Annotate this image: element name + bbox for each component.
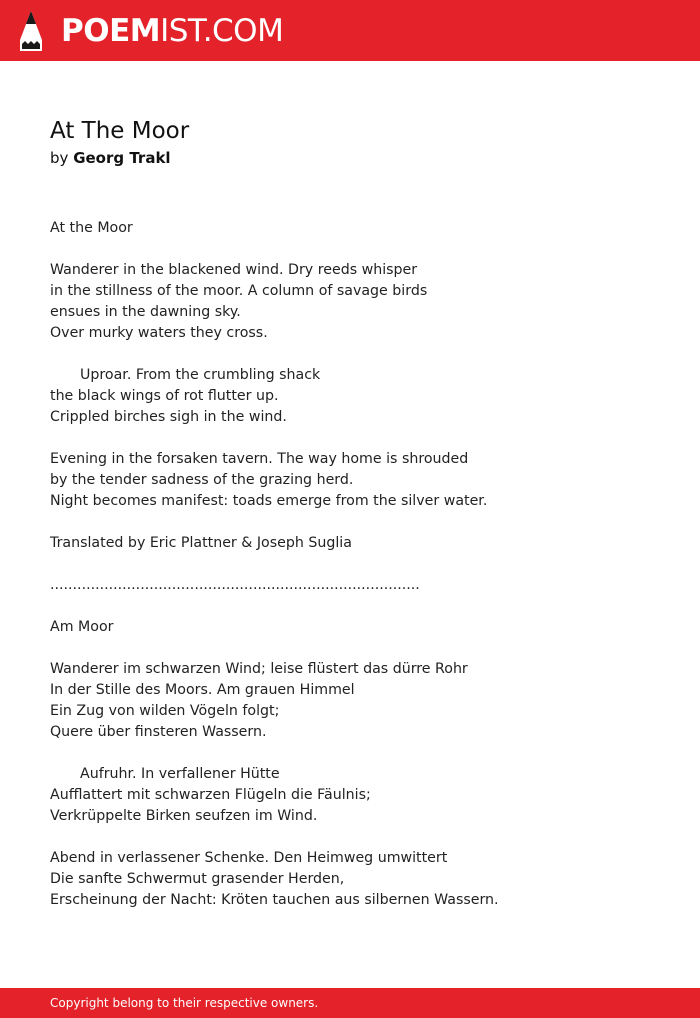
poem-line: Quere über finsteren Wassern. [50,724,267,740]
blank-line [50,239,670,260]
poem-line: the black wings of rot flutter up. [50,388,279,404]
site-logo[interactable] [61,11,283,51]
poem-body [50,218,670,911]
blank-line [50,743,670,764]
poem-line: In der Stille des Moors. Am grauen Himmel [50,682,355,698]
poem-line: Verkrüppelte Birken seufzen im Wind. [50,808,318,824]
poem-line: Crippled birches sigh in the wind. [50,409,287,425]
blank-line [50,512,670,533]
logo-bold-text: POEM [61,13,161,49]
author-name: Georg Trakl [73,149,171,167]
byline [50,146,650,170]
pencil-icon [17,10,45,52]
blank-line [50,638,670,659]
poem-line: Erscheinung der Nacht: Kröten tauchen aus silbernen Wassern. [50,892,499,908]
poem-line: Aufflattert mit schwarzen Flügeln die Fäulnis; [50,787,371,803]
poem-line: Translated by Eric Plattner & Joseph Suglia [50,535,352,551]
poem-line: Over murky waters they cross. [50,325,268,341]
poem-line: Am Moor [50,619,114,635]
by-label: by [50,149,69,167]
blank-line [50,827,670,848]
poem-line: ensues in the dawning sky. [50,304,241,320]
poem-header [50,116,650,170]
copyright-notice: Copyright belong to their respective owners. [50,996,319,1010]
site-header [0,0,700,61]
poem-line: .................................................................................. [50,577,420,593]
poem-line: Die sanfte Schwermut grasender Herden, [50,871,345,887]
poem-line: Ein Zug von wilden Vögeln folgt; [50,703,280,719]
poem-line: Evening in the forsaken tavern. The way home is shrouded [50,451,469,467]
poem-line: At the Moor [50,220,133,236]
poem-line: Aufruhr. In verfallener Hütte [80,766,280,782]
poem-line: by the tender sadness of the grazing herd. [50,472,354,488]
poem-line: Uproar. From the crumbling shack [80,367,321,383]
site-footer [0,988,700,1018]
poem-title: At The Moor [50,118,190,144]
poem-line: in the stillness of the moor. A column of savage birds [50,283,428,299]
blank-line [50,428,670,449]
poem-line: Night becomes manifest: toads emerge from the silver water. [50,493,488,509]
blank-line [50,596,670,617]
poem-line: Wanderer in the blackened wind. Dry reeds whisper [50,262,418,278]
poem-line: Abend in verlassener Schenke. Den Heimweg umwittert [50,850,448,866]
logo-light-text: IST.COM [160,13,284,49]
blank-line [50,554,670,575]
poem-line: Wanderer im schwarzen Wind; leise flüstert das dürre Rohr [50,661,468,677]
blank-line [50,344,670,365]
